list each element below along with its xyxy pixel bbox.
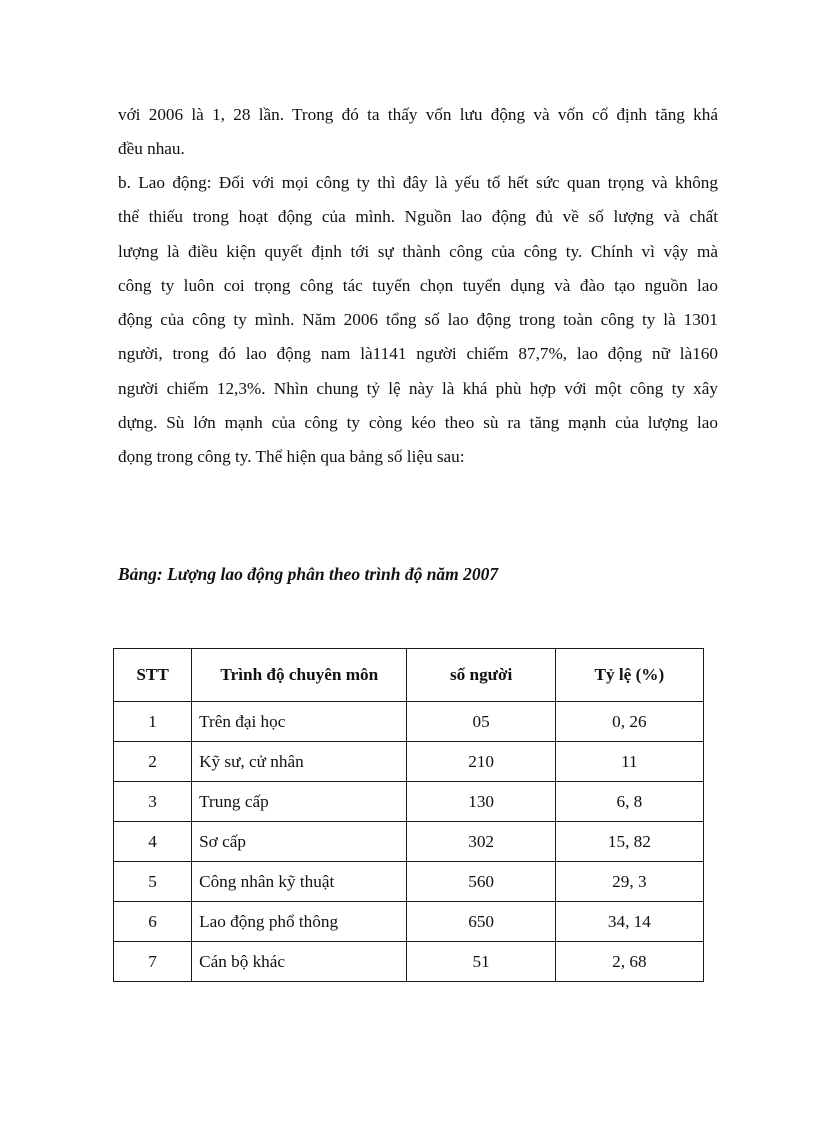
cell-count: 650 <box>407 902 555 942</box>
paragraph-line: b. Lao động: Đối với mọi công ty thì đây là yếu tố hết sức quan trọng và không <box>118 173 718 192</box>
header-percentage: Tỷ lệ (%) <box>555 649 703 702</box>
paragraph-line: người chiếm 12,3%. Nhìn chung tỷ lệ này là khá phù hợp với một công ty xây <box>118 379 718 398</box>
table-row <box>114 862 704 902</box>
cell-qualification: Lao động phổ thông <box>192 902 407 942</box>
cell-stt: 1 <box>114 702 192 742</box>
header-count: số người <box>407 649 555 702</box>
paragraph-line: lượng là điều kiện quyết định tới sự thành công của công ty. Chính vì vậy mà <box>118 242 718 261</box>
table-row <box>114 702 704 742</box>
header-qualification: Trình độ chuyên môn <box>192 649 407 702</box>
cell-percentage: 2, 68 <box>555 942 703 982</box>
cell-qualification: Cán bộ khác <box>192 942 407 982</box>
paragraph-line: dựng. Sù lớn mạnh của công ty còng kéo theo sù ra tăng mạnh của lượng lao <box>118 413 718 432</box>
staff-qualification-table <box>113 648 704 982</box>
cell-stt: 7 <box>114 942 192 982</box>
cell-count: 560 <box>407 862 555 902</box>
cell-stt: 5 <box>114 862 192 902</box>
cell-count: 130 <box>407 782 555 822</box>
cell-stt: 2 <box>114 742 192 782</box>
cell-percentage: 11 <box>555 742 703 782</box>
cell-percentage: 15, 82 <box>555 822 703 862</box>
paragraph-line: thể thiếu trong hoạt động của mình. Nguồn lao động đủ về số lượng và chất <box>118 207 718 226</box>
cell-qualification: Trên đại học <box>192 702 407 742</box>
cell-stt: 6 <box>114 902 192 942</box>
cell-stt: 4 <box>114 822 192 862</box>
cell-qualification: Công nhân kỹ thuật <box>192 862 407 902</box>
header-stt: STT <box>114 649 192 702</box>
cell-count: 302 <box>407 822 555 862</box>
paragraph-line: người, trong đó lao động nam là1141 người chiếm 87,7%, lao động nữ là160 <box>118 344 718 363</box>
paragraph-line: với 2006 là 1, 28 lần. Trong đó ta thấy vốn lưu động và vốn cố định tăng khá <box>118 105 718 124</box>
cell-count: 51 <box>407 942 555 982</box>
table-row <box>114 942 704 982</box>
table-header-row <box>114 649 704 702</box>
paragraph-line: công ty luôn coi trọng công tác tuyển chọn tuyển dụng và đào tạo nguồn lao <box>118 276 718 295</box>
paragraph-line: đều nhau. <box>118 139 185 158</box>
cell-qualification: Sơ cấp <box>192 822 407 862</box>
table-caption: Bảng: Lượng lao động phân theo trình độ năm 2007 <box>118 564 499 584</box>
cell-qualification: Kỹ sư, cử nhân <box>192 742 407 782</box>
cell-count: 210 <box>407 742 555 782</box>
table-row <box>114 782 704 822</box>
cell-percentage: 0, 26 <box>555 702 703 742</box>
paragraph-line: động của công ty mình. Năm 2006 tổng số lao động trong toàn công ty là 1301 <box>118 310 718 329</box>
cell-percentage: 6, 8 <box>555 782 703 822</box>
table-row <box>114 742 704 782</box>
cell-stt: 3 <box>114 782 192 822</box>
paragraph-line: đọng trong công ty. Thể hiện qua bảng số liệu sau: <box>118 447 465 466</box>
cell-percentage: 29, 3 <box>555 862 703 902</box>
cell-percentage: 34, 14 <box>555 902 703 942</box>
table-row <box>114 822 704 862</box>
table-row <box>114 902 704 942</box>
cell-count: 05 <box>407 702 555 742</box>
cell-qualification: Trung cấp <box>192 782 407 822</box>
